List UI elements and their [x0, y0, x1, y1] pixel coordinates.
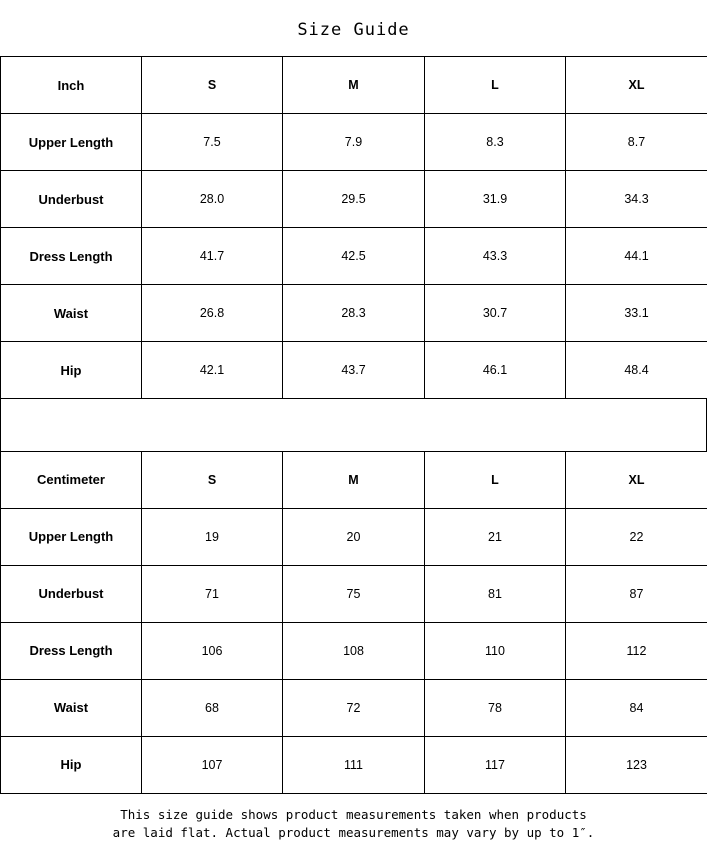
- row-label-hip: Hip: [1, 342, 142, 399]
- table-header-row: [1, 451, 707, 508]
- cell-cm-hip-s: 107: [142, 736, 283, 793]
- cell-inch-underbust-s: 28.0: [142, 171, 283, 228]
- cell-inch-dress-length-s: 41.7: [142, 228, 283, 285]
- cell-cm-upper-length-xl: 22: [566, 508, 707, 565]
- row-label-dress-length: Dress Length: [1, 622, 142, 679]
- table-row: [1, 508, 707, 565]
- footnote-line-1: This size guide shows product measurements taken when products: [120, 806, 587, 822]
- cell-cm-underbust-xl: 87: [566, 565, 707, 622]
- cm-unit-label: Centimeter: [1, 451, 142, 508]
- cell-cm-upper-length-s: 19: [142, 508, 283, 565]
- cell-cm-hip-l: 117: [425, 736, 566, 793]
- cm-header-s: S: [142, 451, 283, 508]
- table-row: [1, 285, 707, 342]
- table-header-row: [1, 57, 707, 114]
- table-row: [1, 565, 707, 622]
- cell-inch-underbust-m: 29.5: [283, 171, 425, 228]
- cell-inch-dress-length-l: 43.3: [425, 228, 566, 285]
- cell-cm-waist-l: 78: [425, 679, 566, 736]
- inch-unit-label: Inch: [1, 57, 142, 114]
- cell-cm-waist-s: 68: [142, 679, 283, 736]
- row-label-underbust: Underbust: [1, 171, 142, 228]
- table-row: [1, 228, 707, 285]
- cell-inch-dress-length-xl: 44.1: [566, 228, 707, 285]
- inch-size-table: [0, 56, 707, 399]
- table-row: [1, 342, 707, 399]
- inch-header-m: M: [283, 57, 425, 114]
- cell-cm-waist-xl: 84: [566, 679, 707, 736]
- cell-inch-hip-l: 46.1: [425, 342, 566, 399]
- cell-cm-hip-m: 111: [283, 736, 425, 793]
- inch-header-s: S: [142, 57, 283, 114]
- row-label-underbust: Underbust: [1, 565, 142, 622]
- table-row: [1, 679, 707, 736]
- cell-inch-waist-xl: 33.1: [566, 285, 707, 342]
- table-row: [1, 622, 707, 679]
- cell-inch-hip-s: 42.1: [142, 342, 283, 399]
- cell-cm-underbust-l: 81: [425, 565, 566, 622]
- cell-inch-hip-xl: 48.4: [566, 342, 707, 399]
- table-row: [1, 114, 707, 171]
- row-label-upper-length: Upper Length: [1, 508, 142, 565]
- cell-inch-waist-l: 30.7: [425, 285, 566, 342]
- cell-cm-underbust-m: 75: [283, 565, 425, 622]
- cm-header-m: M: [283, 451, 425, 508]
- cell-cm-waist-m: 72: [283, 679, 425, 736]
- row-label-hip: Hip: [1, 736, 142, 793]
- row-label-waist: Waist: [1, 285, 142, 342]
- row-label-upper-length: Upper Length: [1, 114, 142, 171]
- cell-cm-hip-xl: 123: [566, 736, 707, 793]
- size-guide-footnote: [0, 794, 707, 842]
- cell-inch-waist-m: 28.3: [283, 285, 425, 342]
- centimeter-size-table: [0, 451, 707, 794]
- cell-inch-hip-m: 43.7: [283, 342, 425, 399]
- cell-cm-dress-length-l: 110: [425, 622, 566, 679]
- cell-inch-upper-length-s: 7.5: [142, 114, 283, 171]
- cell-inch-waist-s: 26.8: [142, 285, 283, 342]
- cell-inch-upper-length-m: 7.9: [283, 114, 425, 171]
- cell-cm-dress-length-xl: 112: [566, 622, 707, 679]
- page-title: Size Guide: [297, 20, 410, 40]
- cell-inch-upper-length-xl: 8.7: [566, 114, 707, 171]
- cm-header-l: L: [425, 451, 566, 508]
- cm-header-xl: XL: [566, 451, 707, 508]
- cell-cm-dress-length-m: 108: [283, 622, 425, 679]
- row-label-waist: Waist: [1, 679, 142, 736]
- table-row: [1, 171, 707, 228]
- table-row: [1, 736, 707, 793]
- cell-cm-upper-length-m: 20: [283, 508, 425, 565]
- cell-inch-underbust-xl: 34.3: [566, 171, 707, 228]
- table-separator: [0, 399, 707, 451]
- cell-cm-dress-length-s: 106: [142, 622, 283, 679]
- cell-inch-underbust-l: 31.9: [425, 171, 566, 228]
- inch-header-l: L: [425, 57, 566, 114]
- cell-cm-underbust-s: 71: [142, 565, 283, 622]
- footnote-line-2: are laid flat. Actual product measurements may vary by up to 1″.: [112, 824, 595, 840]
- inch-header-xl: XL: [566, 57, 707, 114]
- cell-inch-dress-length-m: 42.5: [283, 228, 425, 285]
- cell-inch-upper-length-l: 8.3: [425, 114, 566, 171]
- cell-cm-upper-length-l: 21: [425, 508, 566, 565]
- row-label-dress-length: Dress Length: [1, 228, 142, 285]
